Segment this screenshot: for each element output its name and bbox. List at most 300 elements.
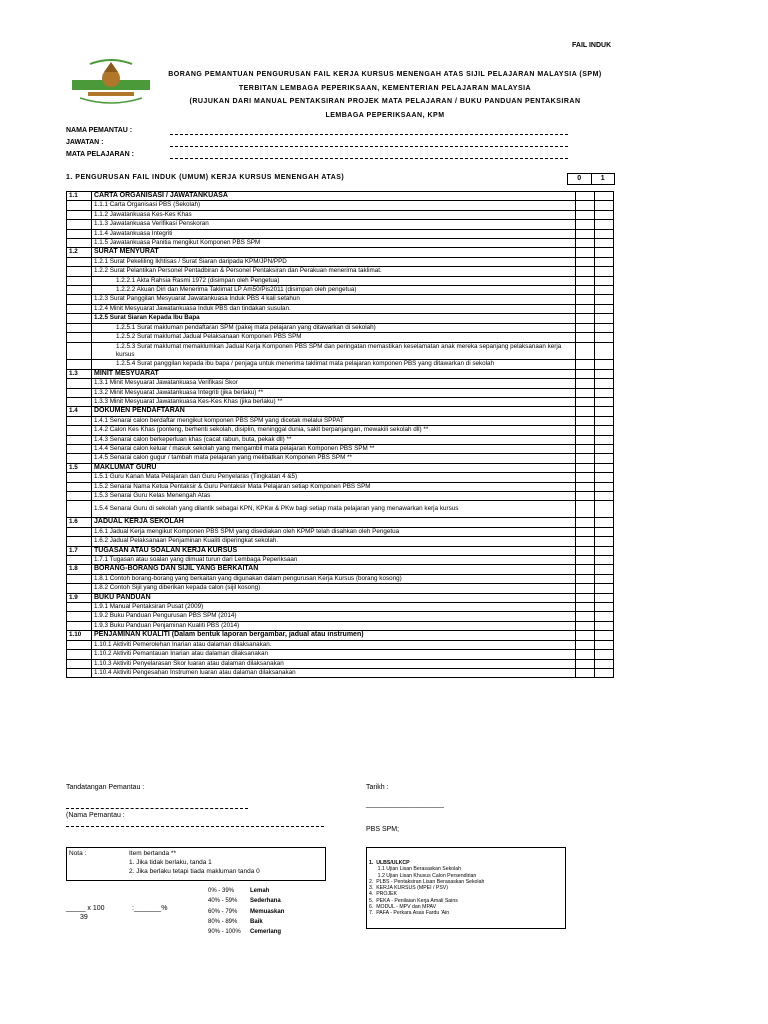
row-text: 1.2.5.1 Surat makluman pendaftaran SPM (pakej mata pelajaran yang ditawarkan di sekolah) [92, 323, 576, 332]
row-text: 1.4.3 Senarai calon berkeperluan khas (cacat rabun, buta, pekak dll) ** [92, 435, 576, 444]
row-text: 1.1.5 Jawatankuasa Panitia mengikut Komponen PBS SPM [92, 239, 576, 248]
grade-range: 0% - 39% [208, 888, 235, 894]
checklist-row [67, 304, 614, 313]
score-1-cell[interactable] [595, 229, 614, 238]
row-number [67, 379, 92, 388]
section-header-row [67, 565, 614, 574]
row-number [67, 360, 92, 369]
tarikh-label: Tarikh : [366, 784, 389, 791]
jawatan-field[interactable] [170, 146, 568, 147]
score-0-cell[interactable] [576, 463, 595, 472]
score-0-cell[interactable] [576, 546, 595, 555]
row-text: 1.6.2 Jadual Pelaksanaan Penjaminan Kualiti diperingkat sekolah. [92, 537, 576, 546]
score-0-cell[interactable] [576, 518, 595, 527]
checklist-row [67, 257, 614, 266]
checklist-row [67, 501, 614, 518]
score-1-cell[interactable] [595, 556, 614, 565]
row-text: 1.2.2 Surat Pelantikan Personel Pentadbiran & Personel Pentaksiran dan Perakuan menerima taklimat. [92, 267, 576, 276]
nama-pemantau-footer-field[interactable] [66, 826, 324, 827]
score-0-cell[interactable] [576, 640, 595, 649]
score-1-cell[interactable] [595, 192, 614, 201]
row-text: 1.10.2 Aktiviti Pemantauan Inarian atau dalaman dilaksanakan [92, 650, 576, 659]
score-0-cell[interactable] [576, 668, 595, 677]
checklist-row [67, 454, 614, 463]
checklist-row [67, 659, 614, 668]
score-1-cell[interactable] [595, 537, 614, 546]
section-header-row [67, 546, 614, 555]
score-0-cell[interactable] [576, 650, 595, 659]
grade-row [208, 917, 284, 927]
form-title: BORANG PEMANTUAN PENGURUSAN FAIL KERJA KURSUS MENENGAH ATAS SIJIL PELAJARAN MALAYSIA (SPM) [168, 71, 602, 78]
checklist-row [67, 229, 614, 238]
row-number [67, 239, 92, 248]
row-number [67, 295, 92, 304]
grade-label: Memuaskan [250, 908, 285, 915]
row-text: 1.2.5.3 Surat maklumat memaklumkan Jadual Kerja Komponen PBS SPM dan peringatan memastikan keselamatan anak mereka sepanjang pelaksanaan kerja kursus [92, 342, 576, 360]
nama-pemantau-field[interactable] [170, 134, 568, 135]
row-number [67, 229, 92, 238]
row-text: MINIT MESYUARAT [92, 369, 576, 378]
row-text: PENJAMINAN KUALITI (Dalam bentuk laporan bergambar, jadual atau instrumen) [92, 631, 576, 640]
checklist-row [67, 360, 614, 369]
row-text: 1.2.4 Minit Mesyuarat Jawatankuasa Induk PBS dan tindakan susulan. [92, 304, 576, 313]
row-text: BORANG-BORANG DAN SIJIL YANG BERKAITAN [92, 565, 576, 574]
section-header-row [67, 631, 614, 640]
score-0-cell[interactable] [576, 501, 595, 518]
row-text: 1.8.1 Contoh borang-borang yang berkaitan yang digunakan dalam pengurusan Kerja Kursus (borang kosong) [92, 574, 576, 583]
score-0-cell[interactable] [576, 369, 595, 378]
row-text: 1.4.4 Senarai calon keluar / masuk sekolah yang mengambil mata pelajaran Komponen PBS SPM ** [92, 444, 576, 453]
checklist-row [67, 388, 614, 397]
row-text: DOKUMEN PENDAFTARAN [92, 407, 576, 416]
row-number [67, 584, 92, 593]
row-text: 1.10.1 Aktiviti Pemerolehan Inarian atau dalaman dilaksanakan. [92, 640, 576, 649]
row-number [67, 650, 92, 659]
checklist-row [67, 556, 614, 565]
score-1-cell[interactable] [595, 527, 614, 536]
score-1-cell[interactable] [595, 612, 614, 621]
reference-line: (RUJUKAN DARI MANUAL PENTAKSIRAN PROJEK MATA PELAJARAN / BUKU PANDUAN PENTAKSIRAN [189, 98, 581, 105]
score-1-cell[interactable] [595, 593, 614, 602]
score-0-cell[interactable] [576, 659, 595, 668]
row-number [67, 435, 92, 444]
pbs-item: 1.2 Ujian Lisan Khusus Calon Persendirian [369, 872, 477, 879]
grade-label: Baik [250, 918, 263, 925]
score-1-cell[interactable] [595, 360, 614, 369]
score-0-cell[interactable] [576, 482, 595, 491]
row-number [67, 527, 92, 536]
score-0-cell[interactable] [576, 621, 595, 630]
score-1-cell[interactable] [595, 210, 614, 219]
score-0-cell[interactable] [576, 220, 595, 229]
score-formula-denominator: 39 [80, 914, 88, 921]
pbs-item: 1.1 Ujian Lisan Berasaskan Sekolah [369, 866, 461, 873]
score-1-cell[interactable] [595, 631, 614, 640]
row-number [67, 286, 92, 295]
score-0-cell[interactable] [576, 454, 595, 463]
row-text: MAKLUMAT GURU [92, 463, 576, 472]
score-1-cell[interactable] [595, 444, 614, 453]
row-number [67, 304, 92, 313]
row-text: 1.1.2 Jawatankuasa Kes-Kes Khas [92, 210, 576, 219]
score-1-cell[interactable] [595, 482, 614, 491]
checklist-row [67, 220, 614, 229]
row-number [67, 501, 92, 518]
row-number [67, 612, 92, 621]
checklist-row [67, 210, 614, 219]
signature-field[interactable] [66, 808, 248, 809]
row-number [67, 397, 92, 406]
grade-row [208, 886, 284, 896]
row-number [67, 333, 92, 342]
score-1-cell[interactable] [595, 435, 614, 444]
score-1-cell[interactable] [595, 276, 614, 285]
section-header-row [67, 192, 614, 201]
score-1-cell[interactable] [595, 239, 614, 248]
pbs-item: 7. PAFA - Perkara Asas Fardu 'Ain [369, 910, 450, 917]
score-0-cell[interactable] [576, 426, 595, 435]
checklist-row [67, 416, 614, 425]
row-text: 1.5.4 Senarai Guru di sekolah yang dilantik sebagai KPN, KPKw & PKw bagi setiap mata pelajaran yang menawarkan kerja kursus [92, 501, 576, 518]
pbs-item: 6. MODUL - MPV dan MPAV [369, 904, 437, 911]
score-1-cell[interactable] [595, 342, 614, 360]
score-0-cell[interactable] [576, 229, 595, 238]
row-text: 1.9.1 Manual Pentaksiran Pusat (2009) [92, 603, 576, 612]
score-percent-field[interactable]: :_______% [132, 905, 168, 912]
row-number [67, 210, 92, 219]
pbs-item: 5. PEKA - Penilaian Kerja Amali Sains [369, 897, 458, 904]
row-text: 1.9.3 Buku Panduan Penjaminan Kualiti PBS (2014) [92, 621, 576, 630]
score-0-cell[interactable] [576, 342, 595, 360]
score-0-cell[interactable] [576, 295, 595, 304]
row-text: 1.7.1 Tugasan atau soalan yang dimuat turun dari Lembaga Peperiksaan [92, 556, 576, 565]
publisher-line: TERBITAN LEMBAGA PEPERIKSAAN, KEMENTERIAN PELAJARAN MALAYSIA [238, 85, 532, 92]
row-number [67, 444, 92, 453]
checklist-row [67, 603, 614, 612]
checklist-row [67, 286, 614, 295]
score-1-cell[interactable] [595, 333, 614, 342]
score-1-cell[interactable] [595, 454, 614, 463]
score-0-cell[interactable] [576, 314, 595, 323]
row-text: 1.10.3 Aktiviti Penyelarasan Skor luaran atau dalaman dilaksanakan [92, 659, 576, 668]
nama-pemantau-label: NAMA PEMANTAU : [66, 127, 133, 134]
row-number [67, 323, 92, 332]
score-formula-numerator: _____ x 100 [66, 905, 105, 912]
grade-label: Sederhana [250, 898, 281, 905]
row-number: 1.9 [67, 593, 92, 602]
row-text: JADUAL KERJA SEKOLAH [92, 518, 576, 527]
row-number [67, 257, 92, 266]
grade-range: 90% - 100% [208, 929, 241, 936]
jawatan-label: JAWATAN : [66, 139, 104, 146]
tarikh-field[interactable]: ____________________ [366, 801, 444, 808]
score-0-cell[interactable] [576, 565, 595, 574]
row-text: 1.4.5 Senarai calon gugur / tambah mata pelajaran yang melibatkan Komponen PBS SPM ** [92, 454, 576, 463]
tandatangan-label: Tandatangan Pemantau : [66, 784, 145, 791]
grade-range: 40% - 59% [208, 898, 238, 905]
row-number [67, 668, 92, 677]
score-0-cell[interactable] [576, 603, 595, 612]
row-text: BUKU PANDUAN [92, 593, 576, 602]
score-1-cell[interactable] [595, 407, 614, 416]
row-number: 1.7 [67, 546, 92, 555]
row-number: 1.2 [67, 248, 92, 257]
row-text: 1.2.2.2 Akuan Diri dan Menerima Taklimat LP Am50/Pis2011 (disimpan oleh pengetua) [92, 286, 576, 295]
score-1-cell[interactable] [595, 248, 614, 257]
checklist-row [67, 276, 614, 285]
nota-line-3: 2. Jika berlaku tetapi tiada makluman tanda 0 [129, 868, 260, 875]
score-1-cell[interactable] [595, 621, 614, 630]
score-1-cell[interactable] [595, 201, 614, 210]
score-0-cell[interactable] [576, 210, 595, 219]
row-number [67, 621, 92, 630]
score-0-cell[interactable] [576, 257, 595, 266]
row-text: 1.3.1 Minit Mesyuarat Jawatankuasa Verifikasi Skor [92, 379, 576, 388]
row-number [67, 454, 92, 463]
score-0-cell[interactable] [576, 192, 595, 201]
row-text: 1.1.3 Jawatankuasa Verifikasi Penskoran [92, 220, 576, 229]
checklist-row [67, 621, 614, 630]
score-0-cell[interactable] [576, 473, 595, 482]
score-0-cell[interactable] [576, 276, 595, 285]
row-text: 1.3.3 Minit Mesyuarat Jawatankuasa Kes-Kes Khas (jika berlaku) ** [92, 397, 576, 406]
mata-pelajaran-field[interactable] [170, 158, 568, 159]
score-0-cell[interactable] [576, 323, 595, 332]
section-title: 1. PENGURUSAN FAIL INDUK (UMUM) KERJA KURSUS MENENGAH ATAS) [66, 174, 345, 181]
row-text: 1.1.1 Carta Organisasi PBS (Sekolah) [92, 201, 576, 210]
row-text: 1.5.1 Guru Kanan Mata Pelajaran dan Guru Penyelaras (Tingkatan 4 &5) [92, 473, 576, 482]
row-text: 1.4.1 Senarai calon berdaftar mengikut komponen PBS SPM yang dicetak melalui SPPAT [92, 416, 576, 425]
row-text: SURAT MENYURAT [92, 248, 576, 257]
row-number [67, 220, 92, 229]
checklist-row [67, 640, 614, 649]
row-text: 1.8.2 Contoh Sijil yang diberikan kepada calon (sijil kosong) [92, 584, 576, 593]
checklist-row [67, 668, 614, 677]
grade-label: Cemerlang [250, 929, 282, 936]
lembaga-peperiksaan-logo [70, 58, 152, 110]
checklist-row [67, 444, 614, 453]
row-number [67, 201, 92, 210]
row-number [67, 537, 92, 546]
grade-label: Lemah [250, 888, 270, 894]
row-text: 1.2.5.4 Surat panggilan kepada ibu bapa / penjaga untuk menerima taklimat mata pelajaran komponen PBS yang ditawarkan di sekolah [92, 360, 576, 369]
score-0-cell[interactable] [576, 527, 595, 536]
score-0-cell[interactable] [576, 304, 595, 313]
score-1-cell[interactable] [595, 388, 614, 397]
row-text: TUGASAN ATAU SOALAN KERJA KURSUS [92, 546, 576, 555]
row-number [67, 492, 92, 501]
score-1-cell[interactable] [595, 323, 614, 332]
pbs-item: 3. KERJA KURSUS (MPEI / PSV) [369, 885, 448, 892]
score-1-cell[interactable] [595, 397, 614, 406]
score-1-cell[interactable] [595, 584, 614, 593]
row-text: 1.4.2 Calon Kes Khas (ponteng, berhenti sekolah, disiplin, meninggal dunia, sakit berpanjangan, mewakili sekolah dll) ** [92, 426, 576, 435]
score-1-cell[interactable] [595, 650, 614, 659]
checklist-row [67, 314, 614, 323]
row-number [67, 473, 92, 482]
grade-row [208, 907, 284, 917]
score-1-cell[interactable] [595, 546, 614, 555]
section-header-row [67, 518, 614, 527]
row-number [67, 603, 92, 612]
score-0-cell[interactable] [576, 537, 595, 546]
nota-line-1: Item bertanda ** [129, 850, 176, 857]
checklist-row [67, 612, 614, 621]
checklist-row [67, 379, 614, 388]
row-number: 1.1 [67, 192, 92, 201]
row-text: 1.2.1 Surat Pekeliling Ikhtisas / Surat Siaran daripada KPM/JPN/PPD [92, 257, 576, 266]
score-1-cell[interactable] [595, 492, 614, 501]
checklist-row [67, 267, 614, 276]
score-0-label: 0 [568, 174, 592, 184]
row-number: 1.4 [67, 407, 92, 416]
score-header [567, 173, 615, 185]
row-number [67, 267, 92, 276]
checklist-row [67, 537, 614, 546]
score-0-cell[interactable] [576, 612, 595, 621]
file-label: FAIL INDUK [572, 42, 612, 49]
row-number: 1.8 [67, 565, 92, 574]
score-1-cell[interactable] [595, 565, 614, 574]
score-1-cell[interactable] [595, 286, 614, 295]
pbs-spm-box [366, 847, 566, 929]
pbs-spm-label: PBS SPM; [366, 826, 400, 833]
score-0-cell[interactable] [576, 416, 595, 425]
checklist-row [67, 650, 614, 659]
score-1-cell[interactable] [595, 659, 614, 668]
score-0-cell[interactable] [576, 556, 595, 565]
score-1-cell[interactable] [595, 416, 614, 425]
score-0-cell[interactable] [576, 360, 595, 369]
score-1-cell[interactable] [595, 314, 614, 323]
row-text: 1.10.4 Aktiviti Pengesahan Instrumen luaran atau dalaman dilaksanakan [92, 668, 576, 677]
checklist-row [67, 482, 614, 491]
score-0-cell[interactable] [576, 593, 595, 602]
score-0-cell[interactable] [576, 388, 595, 397]
score-1-cell[interactable] [595, 426, 614, 435]
score-0-cell[interactable] [576, 286, 595, 295]
score-0-cell[interactable] [576, 444, 595, 453]
section-header-row [67, 593, 614, 602]
score-1-cell[interactable] [595, 257, 614, 266]
nama-pemantau-footer-label: (Nama Pemantau : [66, 812, 125, 819]
row-text: 1.3.2 Minit Mesyuarat Jawatankuasa Integriti (jika berlaku) ** [92, 388, 576, 397]
score-1-cell[interactable] [595, 267, 614, 276]
grade-range: 80% - 89% [208, 918, 238, 925]
score-1-cell[interactable] [595, 640, 614, 649]
score-0-cell[interactable] [576, 397, 595, 406]
row-text: 1.2.2.1 Akta Rahsia Rasmi 1972 (disimpan oleh Pengetua) [92, 276, 576, 285]
score-0-cell[interactable] [576, 239, 595, 248]
score-1-label: 1 [600, 175, 605, 182]
section-header-row [67, 407, 614, 416]
nota-line-2: 1. Jika tidak berlaku, tanda 1 [129, 859, 212, 866]
grade-range: 60% - 79% [208, 908, 238, 915]
row-number [67, 314, 92, 323]
score-1-cell[interactable] [595, 295, 614, 304]
score-0-cell[interactable] [576, 333, 595, 342]
section-header-row [67, 369, 614, 378]
pbs-item: 2. PLBS - Pentaksiran Lisan Berasaskan Sekolah [369, 878, 485, 885]
row-text: 1.5.3 Senarai Guru Kelas Menengah Atas [92, 492, 576, 501]
row-number: 1.3 [67, 369, 92, 378]
mata-pelajaran-label: MATA PELAJARAN : [66, 151, 134, 158]
row-text: 1.1.4 Jawatankuasa Integriti [92, 229, 576, 238]
checklist-row [67, 584, 614, 593]
score-0-cell[interactable] [576, 248, 595, 257]
score-0-cell[interactable] [576, 267, 595, 276]
row-text: 1.6.1 Jadual Kerja mengikut Komponen PBS SPM yang disediakan oleh KPMP telah disahkan oleh Pengetua [92, 527, 576, 536]
checklist-row [67, 435, 614, 444]
checklist-row [67, 201, 614, 210]
score-1-cell[interactable] [595, 518, 614, 527]
section-header-row [67, 248, 614, 257]
score-1-cell[interactable] [595, 574, 614, 583]
score-1-cell[interactable] [595, 220, 614, 229]
row-text: 1.5.2 Senarai Nama Ketua Pentaksir & Guru Pentaksir Mata Pelajaran setiap Komponen PBS SPM [92, 482, 576, 491]
score-0-cell[interactable] [576, 492, 595, 501]
score-1-cell[interactable] [595, 304, 614, 313]
checklist-row [67, 239, 614, 248]
score-1-cell[interactable] [595, 668, 614, 677]
row-number [67, 416, 92, 425]
row-number [67, 640, 92, 649]
pbs-item: 1. ULBS/ULKCP [369, 860, 410, 866]
score-0-cell[interactable] [576, 379, 595, 388]
checklist-row [67, 333, 614, 342]
row-number [67, 659, 92, 668]
reference-line-2: LEMBAGA PEPERIKSAAN, KPM [325, 112, 445, 119]
score-0-cell[interactable] [576, 435, 595, 444]
nota-label: Nota : [69, 850, 87, 857]
checklist-row [67, 574, 614, 583]
score-1-cell[interactable] [595, 603, 614, 612]
section-header-row [67, 463, 614, 472]
checklist-row [67, 342, 614, 360]
score-1-cell[interactable] [595, 501, 614, 518]
score-1-cell[interactable] [595, 473, 614, 482]
row-text: CARTA ORGANISASI / JAWATANKUASA [92, 192, 576, 201]
score-0-cell[interactable] [576, 574, 595, 583]
checklist-row [67, 295, 614, 304]
row-number [67, 276, 92, 285]
checklist-row [67, 426, 614, 435]
row-text: 1.9.2 Buku Panduan Pengurusan PBS SPM (2014) [92, 612, 576, 621]
row-number: 1.6 [67, 518, 92, 527]
row-number [67, 556, 92, 565]
row-number [67, 482, 92, 491]
checklist-row [67, 527, 614, 536]
pbs-item: 4. PROJEK [369, 891, 397, 898]
score-1-cell[interactable] [595, 379, 614, 388]
checklist-table [66, 191, 614, 678]
score-0-cell[interactable] [576, 584, 595, 593]
row-number [67, 342, 92, 360]
row-number: 1.5 [67, 463, 92, 472]
grade-row [208, 927, 284, 937]
score-0-cell[interactable] [576, 631, 595, 640]
score-1-cell[interactable] [595, 369, 614, 378]
score-0-cell[interactable] [576, 407, 595, 416]
grade-row [208, 896, 284, 906]
nota-box [66, 847, 326, 881]
row-number [67, 426, 92, 435]
score-1-cell[interactable] [595, 463, 614, 472]
row-text: 1.2.5 Surat Siaran Kepada Ibu Bapa [92, 314, 576, 323]
row-number [67, 574, 92, 583]
checklist-row [67, 323, 614, 332]
score-0-cell[interactable] [576, 201, 595, 210]
